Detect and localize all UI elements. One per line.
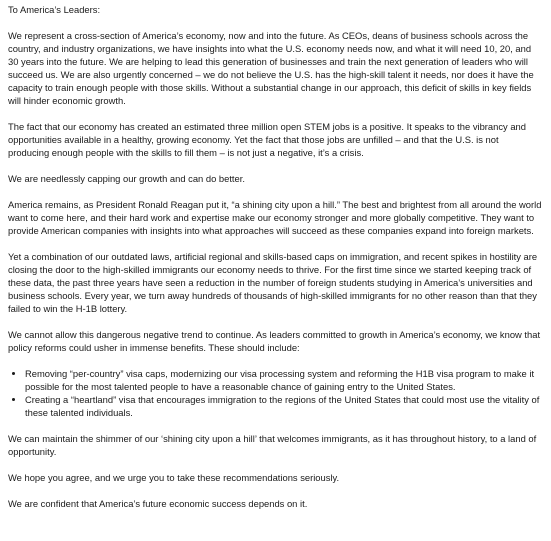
paragraph-confident: We are confident that America’s future economic success depends on it. <box>8 498 308 509</box>
paragraph-stem-jobs: The fact that our economy has created an estimated three million open STEM jobs is a positive. It speaks to the vibrancy and opportunities available in a healthy, growing economy. Yet the fact that those jobs are unfilled – and that the U.S. is not producing enough people with the skills to fill them – is not just a negative, it’s a crisis. <box>8 121 526 158</box>
paragraph-outdated-laws: Yet a combination of our outdated laws, artificial regional and skills-based caps on immigration, and recent spikes in hostility are closing the door to the high-skilled immigrants our economy needs to thrive. For the first time since we started keeping track of these data, the past three years have seen a reduction in the number of foreign students studying in America’s universities and business schools. Every year, we turn away hundreds of thousands of high-skilled immigrants for no other reason than that they failed to win the H-1B lottery. <box>8 251 538 314</box>
recommendation-item: • Removing “per-country” visa caps, modernizing our visa processing system and reforming the H1B visa program to make it possible for the most talented people to have a reasonable chance of gaining entry to the United States. <box>25 367 542 393</box>
paragraph-policy-reforms: We cannot allow this dangerous negative trend to continue. As leaders committed to growth in America’s economy, we know that policy reforms could usher in immense benefits. These should include: <box>8 329 541 353</box>
paragraph-intro: We represent a cross-section of America’s economy, now and into the future. As CEOs, deans of business schools across the country, and industry organizations, we have insights into what the U.S. economy needs now, and what it will need 10, 20, and 30 years into the future. We are helping to lead this generation of businesses and train the next generation of leaders who will succeed us. We are also urgently concerned – we do not believe the U.S. has the high-skill talent it needs, nor does it have the capacity to train enough people with those skills. Without a substantial change in our approach, this deficit of skills in key fields will hinder economic growth. <box>8 30 534 106</box>
recommendation-item: • Creating a “heartland” visa that encourages immigration to the regions of the United States that could most use the vitality of these talented individuals. <box>25 393 542 419</box>
paragraph-shimmer: We can maintain the shimmer of our ‘shining city upon a hill’ that welcomes immigrants, as it has throughout history, to a land of opportunity. <box>8 433 537 457</box>
recommendations-list <box>8 367 542 419</box>
paragraph-hope: We hope you agree, and we urge you to take these recommendations seriously. <box>8 472 340 483</box>
paragraph-shining-city: America remains, as President Ronald Reagan put it, “a shining city upon a hill.” The best and brightest from all around the world want to come here, and their hard work and expertise make our economy stronger and more globally competitive. They want to provide American companies with insights into what approaches will succeed as these companies expand into foreign markets. <box>8 199 542 236</box>
paragraph-capping-growth: We are needlessly capping our growth and can do better. <box>8 173 245 184</box>
letter-greeting: To America’s Leaders: <box>8 4 101 15</box>
